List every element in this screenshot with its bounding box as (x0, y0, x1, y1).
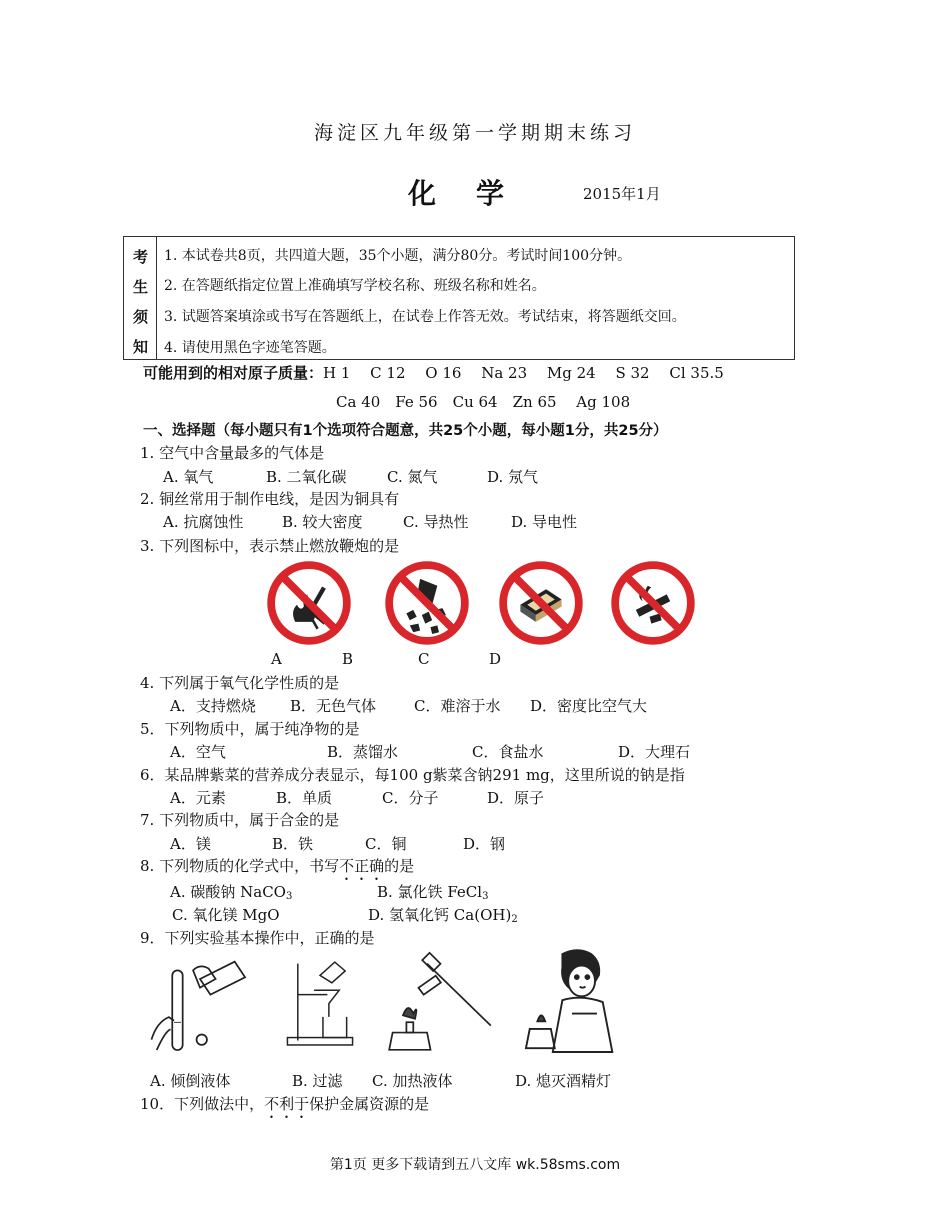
option: B．蒸馏水 (327, 743, 399, 761)
question-stem: 6．某品牌紫菜的营养成分表显示，每100 g紫菜含钠291 mg，这里所说的钠是指 (140, 766, 685, 784)
atomic-mass-line-2: Ca 40 Fe 56 Cu 64 Zn 65 Ag 108 (336, 393, 631, 411)
sign-label: B (342, 650, 354, 668)
notice-item: 1. 本试卷共8页，共四道大题，35个小题，满分80分。考试时间100分钟。 (164, 248, 632, 264)
option: C．铜 (365, 835, 407, 853)
notice-item: 3. 试题答案填涂或书写在答题纸上，在试卷上作答无效。考试结束，将答题纸交回。 (164, 309, 686, 325)
notice-label-char: 须 (132, 308, 148, 326)
option-text: B. 氯化铁 FeCl (377, 883, 483, 901)
notice-label-char: 生 (132, 278, 148, 296)
no-smoking-sign-icon (610, 560, 696, 646)
atomic-mass-label: 可能用到的相对原子质量： (143, 364, 324, 382)
option (368, 904, 518, 931)
question-stem: 7. 下列物质中，属于合金的是 (140, 811, 340, 829)
option: A. 氧气 (163, 468, 214, 486)
stem-text: 的是 (384, 857, 415, 875)
subscript: 2 (511, 914, 518, 925)
option: A．镁 (170, 835, 211, 853)
option: C. 氧化镁 MgO (172, 906, 280, 924)
page-footer: 第1页 更多下载请到五八文库 wk.58sms.com (329, 1157, 621, 1173)
sign-label: C (418, 650, 430, 668)
stem-text: 8. 下列物质的化学式中，书写 (140, 857, 340, 875)
option: D. 氖气 (487, 468, 539, 486)
stem-text: 10．下列做法中， (140, 1095, 265, 1113)
question-stem: 5．下列物质中，属于纯净物的是 (140, 720, 360, 738)
option: D. 熄灭酒精灯 (515, 1072, 612, 1090)
exam-notice-box (123, 236, 795, 360)
option: B. 过滤 (292, 1072, 343, 1090)
exam-date: 2015年1月 (583, 185, 661, 203)
pouring-liquid-illustration-icon (148, 948, 252, 1062)
option: D．大理石 (618, 743, 691, 761)
option: C．食盐水 (472, 743, 544, 761)
option: B．单质 (276, 789, 333, 807)
no-fireworks-sign-icon (266, 560, 352, 646)
option: C. 加热液体 (372, 1072, 453, 1090)
stem-text: 保护金属资源的是 (309, 1095, 430, 1113)
option: C．难溶于水 (414, 697, 501, 715)
option: D．原子 (487, 789, 545, 807)
section-heading: 一、选择题（每小题只有1个选项符合题意，共25个小题，每小题1分，共25分） (143, 423, 668, 439)
option: D．密度比空气大 (530, 697, 648, 715)
subject-title: 化 学 (408, 177, 511, 210)
atomic-mass-values: H 1 C 12 O 16 Na 23 Mg 24 S 32 Cl 35.5 (323, 364, 724, 382)
sign-label: D (489, 650, 502, 668)
option: A．元素 (170, 789, 226, 807)
question-stem: 3. 下列图标中，表示禁止燃放鞭炮的是 (140, 537, 400, 555)
subscript: 3 (482, 891, 489, 902)
option: B. 二氧化碳 (266, 468, 347, 486)
question-stem: 1. 空气中含量最多的气体是 (140, 444, 325, 462)
emphasized-text: 不利于 (264, 1095, 310, 1113)
option: A．空气 (170, 743, 226, 761)
filtration-illustration-icon (283, 948, 357, 1062)
emphasized-text: 不正确 (339, 857, 385, 875)
option-text: D. 氢氧化钙 Ca(OH) (368, 906, 512, 924)
question-stem (140, 1093, 429, 1122)
notice-item: 2. 在答题纸指定位置上准确填写学校名称、班级名称和姓名。 (164, 278, 546, 294)
option-text: A. 碳酸钠 NaCO (170, 883, 286, 901)
no-matches-sign-icon (498, 560, 584, 646)
option: A. 倾倒液体 (150, 1072, 231, 1090)
heating-liquid-illustration-icon (384, 948, 496, 1062)
option: C. 导热性 (403, 513, 469, 531)
sign-label: A (271, 650, 282, 668)
notice-label-char: 知 (132, 338, 148, 356)
option: B．铁 (272, 835, 314, 853)
notice-item: 4. 请使用黑色字迹笔答题。 (164, 340, 336, 356)
option: A. 抗腐蚀性 (163, 513, 244, 531)
option: D. 导电性 (511, 513, 578, 531)
option: A．支持燃烧 (170, 697, 256, 715)
option: C. 氮气 (387, 468, 438, 486)
notice-label-column (124, 237, 157, 359)
option: C．分子 (382, 789, 439, 807)
question-stem (140, 855, 414, 884)
atomic-mass-line-1 (143, 362, 724, 384)
question-stem: 2. 铜丝常用于制作电线，是因为铜具有 (140, 490, 400, 508)
option: D．钢 (463, 835, 506, 853)
notice-label-char: 考 (132, 248, 148, 266)
question-stem: 4. 下列属于氧气化学性质的是 (140, 674, 340, 692)
question-stem: 9．下列实验基本操作中，正确的是 (140, 929, 375, 947)
no-firecrackers-sign-icon (384, 560, 470, 646)
option: B．无色气体 (290, 697, 377, 715)
blowing-out-lamp-illustration-icon (524, 946, 620, 1062)
page-title: 海淀区九年级第一学期期末练习 (313, 122, 636, 144)
subscript: 3 (285, 891, 293, 902)
option: B. 较大密度 (282, 513, 363, 531)
